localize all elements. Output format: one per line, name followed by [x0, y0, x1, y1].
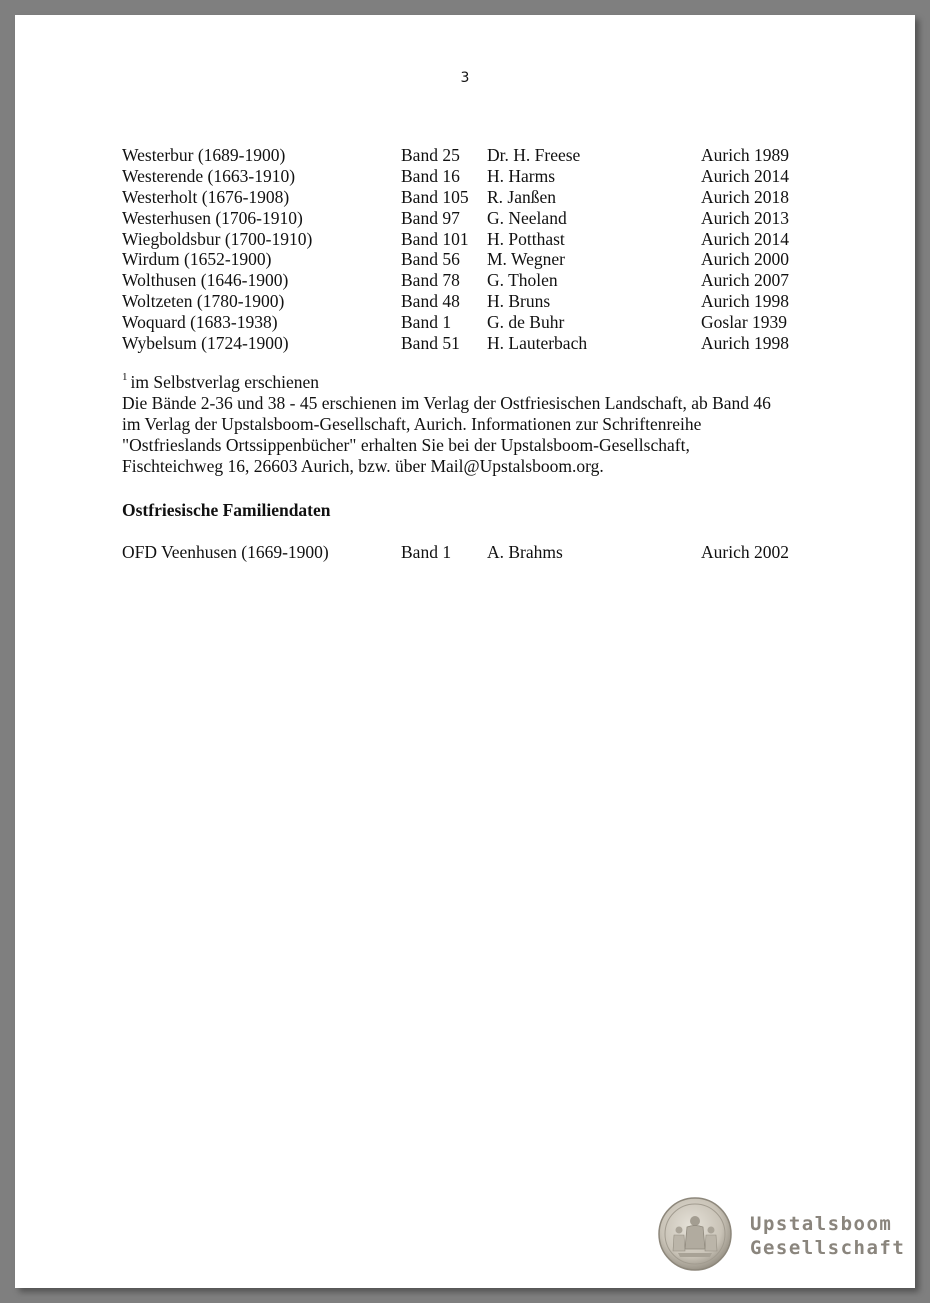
band-number: Band 101 — [401, 228, 469, 249]
seal-icon — [658, 1197, 732, 1271]
band-number: Band 48 — [401, 291, 460, 312]
publication-info: Aurich 1989 — [701, 145, 789, 165]
publication-info: Aurich 2013 — [701, 207, 789, 228]
document-page — [15, 15, 915, 1288]
publication-info: Aurich 2018 — [701, 186, 789, 207]
list-item — [122, 208, 822, 229]
publication-info: Aurich 2000 — [701, 249, 789, 270]
band-number: Band 25 — [401, 145, 460, 165]
footnote-marker: 1 — [122, 371, 128, 383]
author-name: G. Tholen — [487, 270, 558, 291]
publication-info: Aurich 2007 — [701, 270, 789, 291]
author-name: G. Neeland — [487, 207, 567, 228]
notes-block — [122, 372, 822, 477]
society-logo — [658, 1197, 908, 1277]
author-name: H. Potthast — [487, 228, 565, 249]
place-name: Westerholt (1676-1908) — [122, 186, 290, 207]
list-item — [122, 291, 822, 312]
band-number: Band 1 — [401, 312, 452, 333]
publication-info: Goslar 1939 — [701, 312, 788, 333]
ortssippenbuecher-list — [122, 145, 822, 354]
list-item — [122, 270, 822, 291]
author-name: H. Bruns — [487, 291, 551, 312]
logo-text-line2: Gesellschaft — [750, 1237, 906, 1259]
notes-line: "Ostfrieslands Ortssippenbücher" erhalten Sie bei der Upstalsboom-Gesellschaft, — [122, 435, 690, 455]
band-number: Band 97 — [401, 207, 460, 228]
list-item — [122, 145, 822, 166]
author-name: Dr. H. Freese — [487, 145, 581, 165]
author-name: R. Janßen — [487, 186, 557, 207]
footnote-text: im Selbstverlag erschienen — [130, 372, 320, 392]
publication-info: Aurich 2014 — [701, 165, 789, 186]
author-name: H. Lauterbach — [487, 333, 588, 354]
list-item — [122, 166, 822, 187]
author-name: A. Brahms — [487, 542, 563, 562]
author-name: H. Harms — [487, 165, 556, 186]
band-number: Band 105 — [401, 186, 469, 207]
place-name: Westerende (1663-1910) — [122, 165, 296, 186]
notes-line: im Verlag der Upstalsboom-Gesellschaft, Aurich. Informationen zur Schriftenreihe — [122, 414, 702, 434]
place-name: Westerhusen (1706-1910) — [122, 207, 303, 228]
publication-info: Aurich 2002 — [701, 542, 789, 562]
logo-text-line1: Upstalsboom — [750, 1213, 893, 1235]
list-item — [122, 229, 822, 250]
author-name: M. Wegner — [487, 249, 565, 270]
list-item — [122, 333, 822, 354]
band-number: Band 51 — [401, 333, 460, 354]
publication-info: Aurich 1998 — [701, 333, 789, 354]
place-name: Wolthusen (1646-1900) — [122, 270, 289, 291]
place-name: Wiegboldsbur (1700-1910) — [122, 228, 313, 249]
page-number: 3 — [460, 70, 470, 86]
familiendaten-list — [122, 542, 822, 563]
band-number: Band 56 — [401, 249, 460, 270]
section-heading: Ostfriesische Familiendaten — [122, 500, 331, 520]
publication-info: Aurich 1998 — [701, 291, 789, 312]
place-name: Woltzeten (1780-1900) — [122, 291, 285, 312]
place-name: Wirdum (1652-1900) — [122, 249, 272, 270]
place-name: Woquard (1683-1938) — [122, 312, 278, 333]
notes-line: Fischteichweg 16, 26603 Aurich, bzw. über Mail@Upstalsboom.org. — [122, 456, 604, 476]
footnote — [122, 372, 822, 393]
list-item — [122, 542, 822, 563]
publication-info: Aurich 2014 — [701, 228, 789, 249]
notes-line: Die Bände 2-36 und 38 - 45 erschienen im Verlag der Ostfriesischen Landschaft, ab Band 46 — [122, 393, 771, 413]
band-number: Band 16 — [401, 165, 460, 186]
list-item — [122, 249, 822, 270]
band-number: Band 1 — [401, 542, 452, 562]
place-name: Westerbur (1689-1900) — [122, 145, 286, 165]
list-item — [122, 312, 822, 333]
place-name: Wybelsum (1724-1900) — [122, 333, 289, 354]
author-name: G. de Buhr — [487, 312, 565, 333]
list-item — [122, 187, 822, 208]
band-number: Band 78 — [401, 270, 460, 291]
place-name: OFD Veenhusen (1669-1900) — [122, 542, 329, 562]
